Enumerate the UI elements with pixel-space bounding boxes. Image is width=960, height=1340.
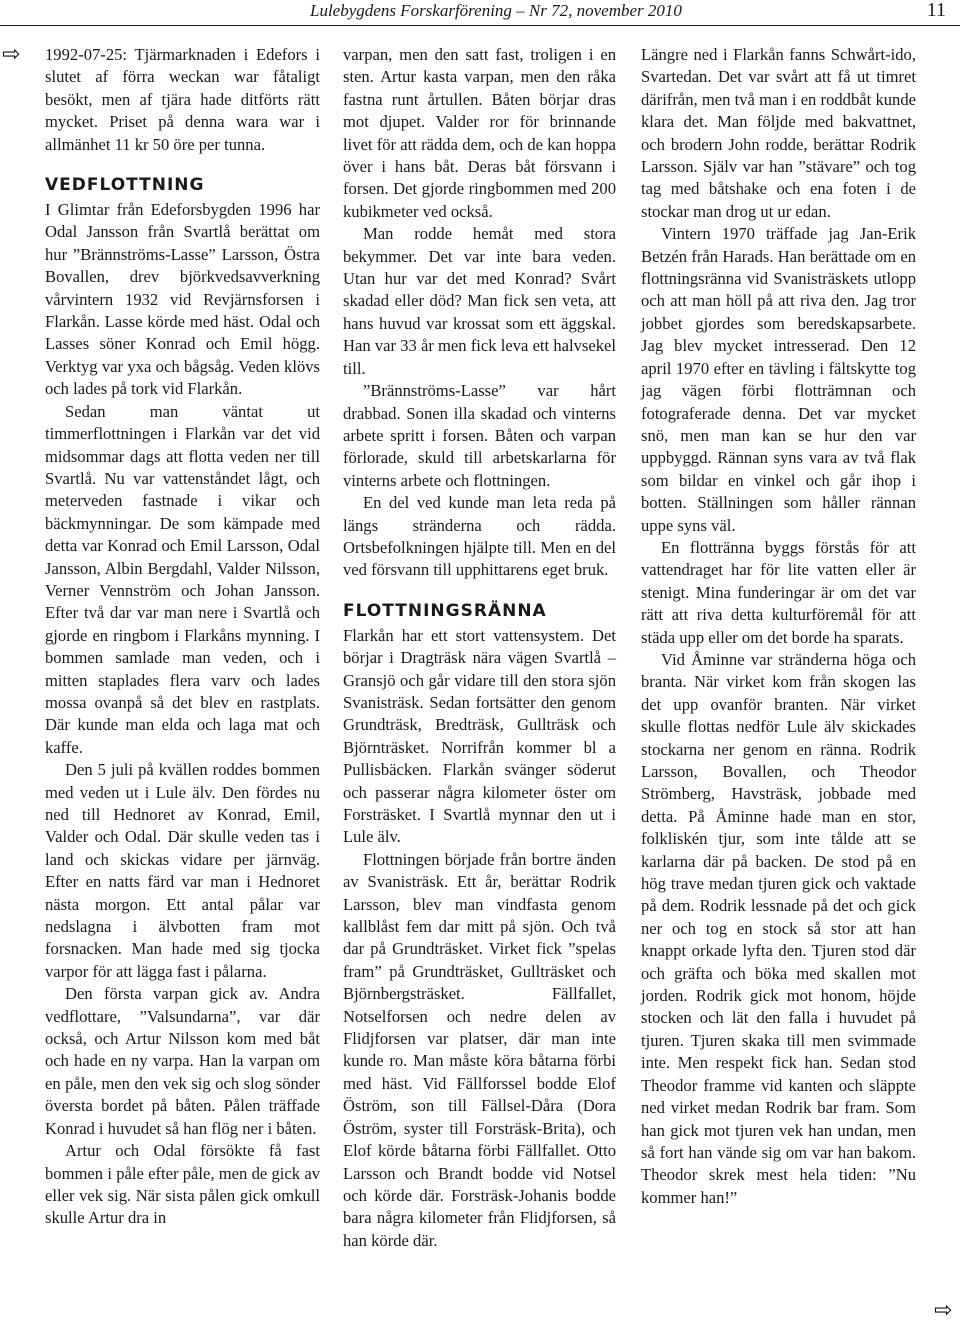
paragraph: Vintern 1970 träffade jag Jan-Erik Betzén från Harads. Han berättade om en flottningsränna vid Svanisträskets utlopp och att man höll på att riva den. Jag tror jobbet gjordes som beredskapsarbete. Jag blev mycket intresserad. Den 12 april 1970 efter en tävling i fältskytte tog jag vägen förbi flotträmnan och fotograferade denna. Det var mycket snö, men man kan se hur den var uppbyggd. Rännan syns vara av två flak som bildar en vinkel och går ihop i botten. Ställningen som håller rännan uppe syns väl. bbox=[641, 224, 916, 535]
paragraph: Man rodde hemåt med stora bekymmer. Det var inte bara veden. Utan hur var det med Konrad? Svårt skadad eller död? Man fick sen veta, att hans huvud var krossat som ett äggskal. Han var 33 år men fick leva ett halvsekel till. bbox=[343, 224, 616, 378]
section-heading-flottningsranna: FLOTTNINGSRÄNNA bbox=[343, 600, 547, 621]
paragraph: En flottränna byggs förstås för att vattendraget har för lite vatten eller är stenigt. Mina funderingar är om det var rätt att riva detta kulturföremål för att städa upp eller om det borde ha sparats. bbox=[641, 537, 916, 647]
paragraph: Artur och Odal försökte få fast bommen i påle efter påle, men de gick av eller vek sig. När sista pålen gick omkull skulle Artur dra in bbox=[45, 1141, 320, 1228]
paragraph: varpan, men den satt fast, troligen i en sten. Artur kasta varpan, men den råka fastna runt årtullen. Båten börjar dras mot djupet. Valder ror för brinnande livet för att rädda dem, och de kan hoppa över i hans båt. Deras båt försvann i forsen. Det gjorde ringbommen med 200 kubikmeter ved också. bbox=[343, 45, 616, 221]
paragraph: Den 5 juli på kvällen roddes bommen med veden ut i Lule älv. Den fördes nu ned till Hednoret av Konrad, Emil, Valder och Odal. Där skulle veden tas i land och skickas vidare per järnväg. Efter en natts färd var man i Hednoret nästa morgon. Ett antal pålar var nedslagna i älvbotten fram mot forsnacken. Man hade med sig tjocka varpor för att lägga fast i pålarna. bbox=[45, 760, 320, 981]
paragraph: I Glimtar från Edeforsbygden 1996 har Odal Jansson från Svartlå berättat om hur ”Brännströms-Lasse” Larsson, Östra Bovallen, drev björkvedsavverkning vårvintern 1932 vid Revjärnsforsen i Flarkån. Lasse körde med häst. Odal och Lasses söner Konrad och Emil högg. Verktyg var yxa och bågsåg. Veden klövs och lades på tork vid Flarkån. bbox=[45, 200, 320, 399]
paragraph: Vid Åminne var stränderna höga och branta. När virket kom från skogen las det upp ovanför branten. När virket skulle flottas nedför Lule älv skickades stockarna ner genom en ränna. Rodrik Larsson, Bovallen, och Theodor Strömberg, Havsträsk, jobbade med detta. På Åminne hade man en stor, folkliskén tjur, som inte tålde att se karlarna där på backen. De stod på en hög trave medan tjuren gick och vaktade på dem. Rodrik lessnade på det och gick ner och tog en stock så stor att han knappt orkade lyfta den. Tjuren stod där och gräfta och böka med skallen mot jorden. Rodrik gick mot honom, höjde stocken och lät den falla i huvudet på tjuren. Tjuren skaka till men svimmade inte. Men respekt fick han. Sedan stod Theodor framme vid kanten och släppte ned virket medan Rodrik bar fram. Som han gick mot tjuren vek han undan, men så fort han vände sig om var han bakom. Theodor skrek mest hela tiden: ”Nu kommer han!” bbox=[641, 649, 916, 1207]
header-rule bbox=[0, 25, 960, 26]
paragraph: 1992-07-25: Tjärmarknaden i Edefors i slutet af förra weckan war fåtaligt besökt, men af tjära hade ditförts rätt mycket. Priset på denna wara war i allmänhet 11 kr 50 öre per tunna. bbox=[45, 45, 320, 154]
paragraph: Sedan man väntat ut timmerflottningen i Flarkån var det vid midsommar dags att flotta veden ner till Svartlå. Nu var vattenståndet lågt, och meterveden fastnade i vikar och bäckmynningar. De som kämpade med detta var Konrad och Emil Larsson, Odal Jansson, Albin Bergdahl, Valder Nilsson, Verner Vennström och Johan Jansson. Efter två dar var man nere i Svartlå och gjorde en ringbom i Flarkåns mynning. I bommen samlade man veden, och i mitten staplades flera varv och lades mossa ovanpå så det blev en rastplats. Där kunde man elda och laga mat och kaffe. bbox=[45, 401, 320, 757]
column-2 bbox=[343, 44, 616, 1252]
paragraph: Den första varpan gick av. Andra vedflottare, ”Valsundarna”, var där också, och Artur Nilsson kom med båt och hade en ny varpa. Han la varpan om en påle, men den vek sig och slog sönder översta bordet på båten. Pålen träffade Konrad i huvudet så han flög ner i båten. bbox=[45, 984, 320, 1138]
paragraph: Flottningen började från bortre änden av Svanisträsk. Ett år, berättar Rodrik Larsson, blev man vindfasta genom kallblåst fem dar mitt på sjön. Och två dar på Grundträsket. Virket fick ”spelas fram” på Grundträsket, Gullträsket och Björnbergsträsket. Fällfallet, Notselforsen och nedre delen av Flidjforsen var platser, där man inte kunde ro. Man måste köra båtarna förbi med häst. Vid Fällforssel bodde Elof Öström, son till Fällsel-Dåra (Dora Öström, syster till Forsträsk-Brita), och Elof körde båtarna förbi Fällfallet. Otto Larsson och Brandt bodde vid Notsel och körde där. Forsträsk-Johanis bodde bara några kilometer från Flidjforsen, så han körde där. bbox=[343, 849, 616, 1250]
column-1 bbox=[45, 44, 320, 1230]
right-arrow-icon: ⇨ bbox=[2, 42, 21, 67]
column-3 bbox=[641, 44, 916, 1209]
paragraph: Längre ned i Flarkån fanns Schwårt-ido, Svartedan. Det var svårt att få ut timret därifrån, men två man i en roddbåt kunde klara det. Man följde med bakvattnet, och brodern John rodde, berättar Rodrik Larsson. Själv var han ”stävare” och tog tag med båtshake och ena foten i de stockar man drog ut ur edan. bbox=[641, 45, 916, 221]
page-number: 11 bbox=[926, 0, 946, 21]
running-head: Lulebygdens Forskarförening – Nr 72, november 2010 bbox=[310, 1, 682, 20]
page-header bbox=[0, 0, 960, 26]
right-arrow-icon: ⇨ bbox=[934, 1298, 953, 1323]
section-heading-vedflottning: VEDFLOTTNING bbox=[45, 175, 205, 196]
paragraph: ”Brännströms-Lasse” var hårt drabbad. Sonen illa skadad och vinterns arbete spritt i forsen. Båten och varpan förlorade, skuld till arbetskarlarna för vinterns arbete och flottningen. bbox=[343, 381, 616, 490]
paragraph: Flarkån har ett stort vattensystem. Det börjar i Dragträsk nära vägen Svartlå – Gransjö och går vidare till den stora sjön Svanisträsk. Sedan fortsätter den genom Grundträsk, Bredträsk, Gullträsk och Björnträsket. Norrifrån kommer bl a Pullisbäcken. Flarkån svänger söderut och passerar några kilometer öster om Forsträsket. I Svartlå mynnar den ut i Lule älv. bbox=[343, 625, 616, 847]
paragraph: En del ved kunde man leta reda på längs stränderna och rädda. Ortsbefolkningen hjälpte till. Men en del ved försvann till upphittarens eget bruk. bbox=[343, 493, 616, 580]
